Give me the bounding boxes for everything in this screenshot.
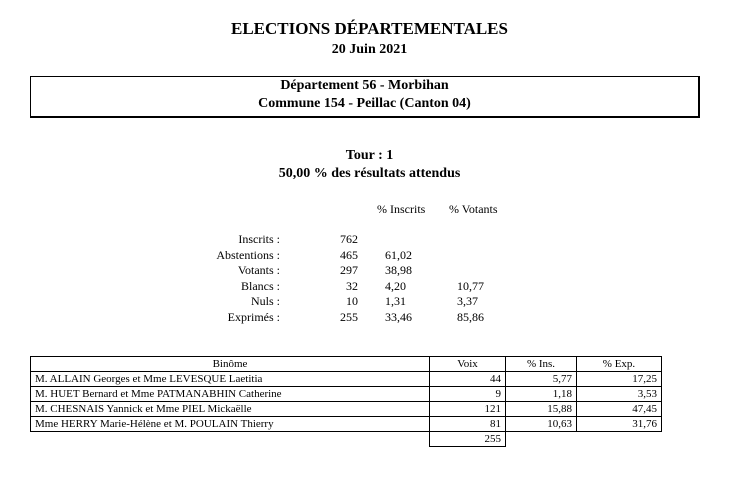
cell-name: M. ALLAIN Georges et Mme LEVESQUE Laetitia [31, 372, 430, 387]
summary-pct-ins: 33,46 [385, 309, 412, 324]
summary-value: 465 [340, 247, 358, 262]
cell-name: Mme HERRY Marie-Hélène et M. POULAIN Thierry [31, 417, 430, 432]
header-voix: Voix [430, 357, 506, 372]
summary-label: Exprimés : [227, 309, 280, 324]
header-exp: % Exp. [577, 357, 662, 372]
summary-pct-vot: 3,37 [457, 294, 478, 308]
summary-pct-vot: 85,86 [457, 309, 484, 324]
document-title: ELECTIONS DÉPARTEMENTALES [231, 19, 508, 38]
summary-label: Abstentions : [216, 247, 280, 262]
total-voix: 255 [430, 432, 506, 447]
summary-value: 255 [340, 309, 358, 324]
cell-ins: 15,88 [506, 402, 577, 417]
cell-exp: 3,53 [577, 387, 662, 402]
results-header-row [31, 357, 662, 372]
cell-voix: 121 [430, 402, 506, 417]
table-row [31, 402, 662, 417]
table-row [31, 372, 662, 387]
summary-pct-ins: 1,31 [385, 294, 406, 308]
summary-label: Blancs : [241, 278, 280, 293]
commune: Commune 154 - Peillac (Canton 04) [258, 96, 471, 111]
summary-pct-ins: 38,98 [385, 263, 412, 277]
summary-pct-vot: 10,77 [457, 278, 484, 293]
tour-label: Tour : 1 [345, 148, 394, 163]
cell-name: M. HUET Bernard et Mme PATMANABHIN Catherine [31, 387, 430, 402]
table-row [31, 387, 662, 402]
results-table [30, 356, 662, 447]
summary-value: 297 [340, 263, 358, 277]
summary-label: Nuls : [250, 294, 280, 308]
header-binome: Binôme [31, 357, 430, 372]
summary-value: 10 [346, 294, 358, 308]
cell-ins: 1,18 [506, 387, 577, 402]
departement: Département 56 - Morbihan [280, 78, 449, 93]
summary-pct-ins: 61,02 [385, 247, 412, 262]
cell-voix: 9 [430, 387, 506, 402]
summary-label: Votants : [237, 263, 280, 277]
location-box [30, 76, 700, 118]
progress-text: 50,00 % des résultats attendus [278, 166, 461, 181]
col-votants: % Votants [449, 202, 498, 216]
total-row [31, 432, 662, 447]
summary-value: 762 [340, 232, 358, 246]
cell-ins: 10,63 [506, 417, 577, 432]
summary-label: Inscrits : [238, 232, 280, 246]
summary-value: 32 [346, 278, 358, 293]
cell-exp: 47,45 [577, 402, 662, 417]
cell-ins: 5,77 [506, 372, 577, 387]
table-row [31, 417, 662, 432]
header-ins: % Ins. [506, 357, 577, 372]
cell-voix: 44 [430, 372, 506, 387]
cell-exp: 31,76 [577, 417, 662, 432]
cell-voix: 81 [430, 417, 506, 432]
summary-pct-ins: 4,20 [385, 278, 406, 293]
election-date: 20 Juin 2021 [331, 42, 408, 57]
cell-name: M. CHESNAIS Yannick et Mme PIEL Mickaëlle [31, 402, 430, 417]
cell-exp: 17,25 [577, 372, 662, 387]
col-inscrits: % Inscrits [377, 202, 426, 216]
